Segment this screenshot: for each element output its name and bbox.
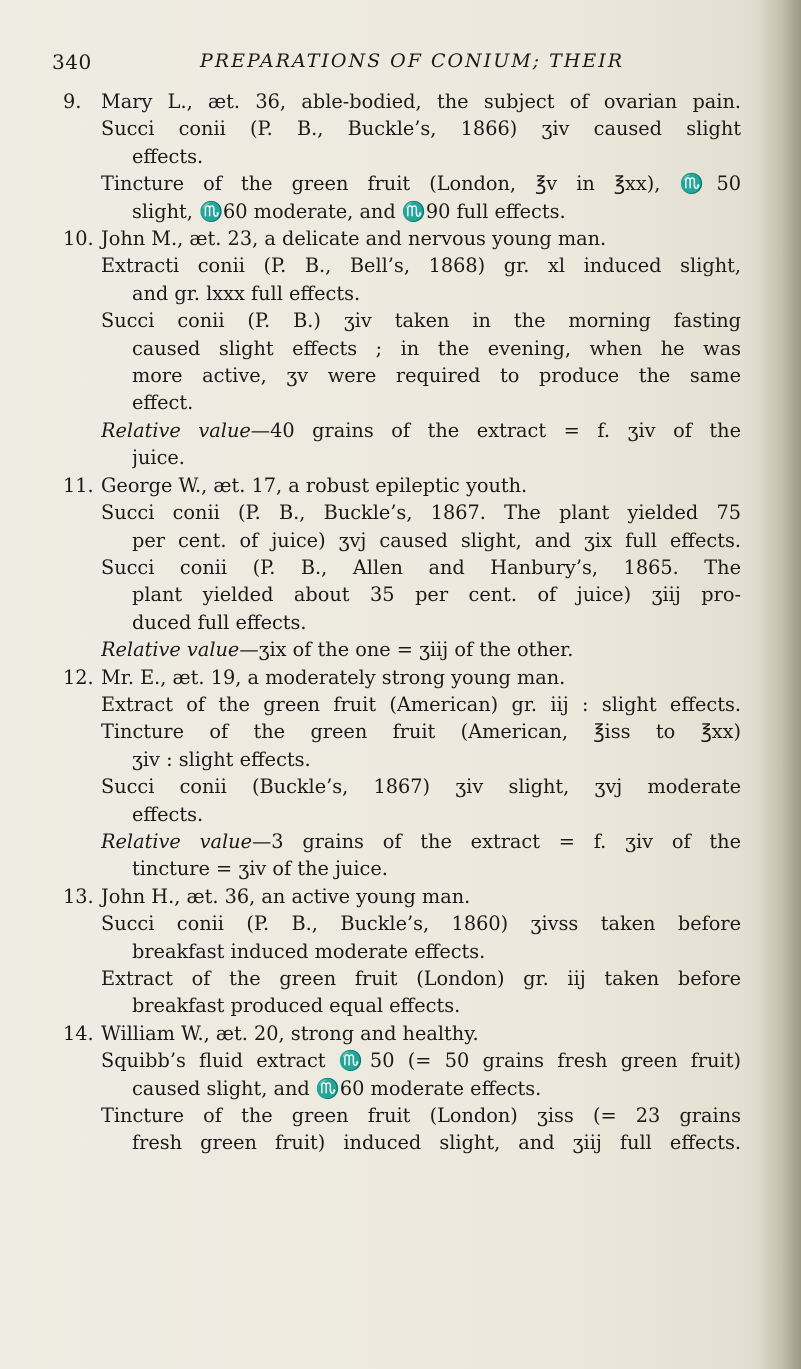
case-number: 13. <box>63 884 94 908</box>
case-text-line <box>132 143 741 170</box>
line-text: ʒiv : slight effects. <box>132 747 311 771</box>
case-text-line <box>101 170 741 197</box>
line-text: and gr. lxxx full effects. <box>132 281 361 305</box>
case-text-line <box>101 307 741 334</box>
line-text: duced full effects. <box>132 610 307 634</box>
line-text: Succi conii (P. B., Buckle’s, 1866) ʒiv caused slight <box>101 117 741 141</box>
line-text: Mr. E., æt. 19, a moderately strong young man. <box>101 665 566 689</box>
case-text-line <box>132 389 741 416</box>
line-text: Succi conii (P. B., Allen and Hanbury’s, 1865. The <box>101 555 741 579</box>
case-text-line <box>101 1102 741 1129</box>
case-text-line <box>101 252 741 279</box>
line-text: effect. <box>132 391 194 415</box>
line-text: Succi conii (P. B.) ʒiv taken in the morning fasting <box>101 309 741 333</box>
line-text: Squibb’s fluid extract ♏50 (= 50 grains fresh green fruit) <box>101 1049 741 1073</box>
line-text: juice. <box>132 446 185 470</box>
case-entry <box>0 472 801 664</box>
case-text-line <box>101 773 741 800</box>
line-text: per cent. of juice) ʒvj caused slight, and ʒix full effects. <box>132 528 741 552</box>
case-text-line <box>101 965 741 992</box>
case-heading-line <box>63 883 741 910</box>
case-text-line <box>101 115 741 142</box>
case-text-line <box>132 335 741 362</box>
case-text-line <box>132 855 741 882</box>
case-heading-line <box>63 472 741 499</box>
case-text-line <box>132 992 741 1019</box>
case-text-line <box>132 1075 741 1102</box>
case-text-line <box>132 1129 741 1156</box>
line-text: John H., æt. 36, an active young man. <box>101 884 471 908</box>
case-heading-line <box>63 1020 741 1047</box>
line-text: effects. <box>132 144 204 168</box>
case-entry <box>0 88 801 225</box>
case-number: 10. <box>63 227 94 251</box>
line-text: Tincture of the green fruit (London) ʒiss (= 23 grains <box>101 1104 741 1128</box>
case-text-line <box>132 198 741 225</box>
case-text-line <box>132 280 741 307</box>
line-text: Mary L., æt. 36, able-bodied, the subject of ovarian pain. <box>101 90 741 113</box>
line-text: more active, ʒv were required to produce the same <box>132 364 741 388</box>
line-text: caused slight, and ♏60 moderate effects. <box>132 1076 542 1100</box>
case-text-line <box>101 554 741 581</box>
relative-value-label: Relative value <box>101 638 240 662</box>
line-text: Succi conii (Buckle’s, 1867) ʒiv slight, ʒvj moderate <box>101 775 741 799</box>
line-text: slight, ♏60 moderate, and ♏90 full effects. <box>132 199 566 223</box>
case-text-line <box>101 718 741 745</box>
line-text: John M., æt. 23, a delicate and nervous young man. <box>101 227 607 251</box>
case-heading-line <box>63 664 741 691</box>
case-heading-line <box>63 88 741 115</box>
case-text-line <box>132 527 741 554</box>
case-text-line <box>132 581 741 608</box>
case-text-line <box>132 938 741 965</box>
line-text: Tincture of the green fruit (London, ℥v in ℥xx), ♏50 <box>101 172 741 196</box>
case-number: 14. <box>63 1021 94 1045</box>
line-text: breakfast produced equal effects. <box>132 994 461 1018</box>
line-text: George W., æt. 17, a robust epileptic youth. <box>101 473 528 497</box>
line-text: —40 grains of the extract = f. ʒiv of the <box>250 418 741 442</box>
case-entry <box>0 1020 801 1157</box>
line-text: —ʒix of the one = ʒiij of the other. <box>239 638 574 662</box>
case-heading-line <box>63 225 741 252</box>
case-entry <box>0 883 801 1020</box>
line-text: —3 grains of the extract = f. ʒiv of the <box>252 829 741 853</box>
line-text: plant yielded about 35 per cent. of juice) ʒiij pro- <box>132 583 741 607</box>
case-text-line <box>101 828 741 855</box>
case-text-line <box>132 801 741 828</box>
case-text-line <box>101 499 741 526</box>
line-text: William W., æt. 20, strong and healthy. <box>101 1021 479 1045</box>
line-text: Succi conii (P. B., Buckle’s, 1867. The plant yielded 75 <box>101 501 741 525</box>
case-number: 9. <box>63 90 82 113</box>
line-text: tincture = ʒiv of the juice. <box>132 857 388 881</box>
line-text: caused slight effects ; in the evening, when he was <box>132 336 741 360</box>
running-title: PREPARATIONS OF CONIUM; THEIR <box>200 50 625 72</box>
case-text-line <box>132 609 741 636</box>
case-number: 11. <box>63 473 94 497</box>
relative-value-label: Relative value <box>101 418 251 442</box>
page-header <box>52 50 732 78</box>
line-text: breakfast induced moderate effects. <box>132 939 486 963</box>
line-text: Extract of the green fruit (American) gr. iij : slight effects. <box>101 692 741 716</box>
line-text: effects. <box>132 802 204 826</box>
line-text: Succi conii (P. B., Buckle’s, 1860) ʒivss taken before <box>101 912 741 936</box>
line-text: Extract of the green fruit (London) gr. iij taken before <box>101 967 741 990</box>
case-number: 12. <box>63 665 94 689</box>
case-entry <box>0 664 801 883</box>
line-text: Tincture of the green fruit (American, ℥iss to ℥xx) <box>101 720 741 744</box>
line-text: fresh green fruit) induced slight, and ʒiij full effects. <box>132 1131 741 1155</box>
case-text-line <box>132 362 741 389</box>
relative-value-label: Relative value <box>101 829 253 853</box>
case-text-line <box>101 691 741 718</box>
case-text-line <box>101 910 741 937</box>
page-number: 340 <box>52 50 92 74</box>
case-text-line <box>101 636 741 663</box>
line-text: Extracti conii (P. B., Bell’s, 1868) gr. xl induced slight, <box>101 254 741 278</box>
case-text-line <box>101 417 741 444</box>
case-text-line <box>132 746 741 773</box>
case-text-line <box>101 1047 741 1074</box>
case-text-line <box>132 444 741 471</box>
body-text <box>0 88 801 1157</box>
case-entry <box>0 225 801 472</box>
